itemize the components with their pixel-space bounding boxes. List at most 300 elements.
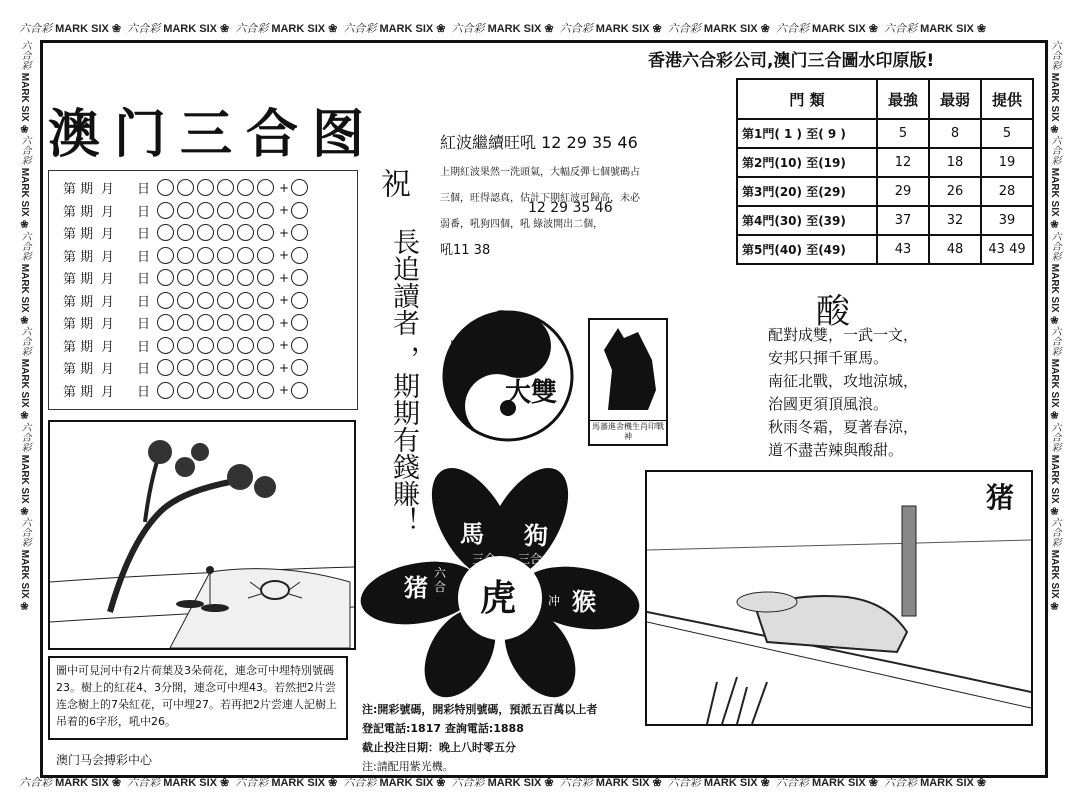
- number-circle: [257, 224, 274, 241]
- month-label: 月: [101, 204, 115, 220]
- plus-sign: +: [279, 383, 290, 397]
- flower-right: 猴: [572, 588, 596, 616]
- door-offer: 28: [981, 177, 1033, 206]
- tree-crab-illustration: [50, 422, 354, 648]
- number-circle: [157, 202, 174, 219]
- pig-landscape-illustration: [647, 472, 1031, 724]
- right-segment: [1046, 40, 1065, 135]
- number-circle: [257, 247, 274, 264]
- top-segment: [127, 18, 229, 40]
- number-circle: [217, 337, 234, 354]
- brand-cn: 六合彩: [127, 776, 161, 789]
- flower-label-left: 三合: [472, 552, 497, 566]
- flower-symbol-icon: ❀: [111, 23, 122, 35]
- red-wave-body-1: 上期紅波果然一洗頭氣，大幅反彈七個號碼占: [440, 167, 640, 178]
- red-wave-body-3: 弱番，吼狗四個，吼 綠波開出二個，: [440, 219, 604, 230]
- brand-cn: 六合彩: [1049, 40, 1060, 70]
- number-circle: [157, 314, 174, 331]
- door-range: 第1門( 1 ) 至( 9 ): [737, 119, 877, 148]
- door-range: 第2門(10) 至(19): [737, 148, 877, 177]
- wish-line1: 長追讀者: [388, 228, 419, 336]
- doors-row: [737, 119, 1033, 148]
- special-number-circle: [291, 292, 308, 309]
- brand-cn: 六合彩: [19, 421, 30, 452]
- flower-symbol-icon: ❀: [1049, 219, 1060, 231]
- page-title: 澳门三合图: [48, 105, 379, 165]
- flower-top-right: 狗: [524, 522, 548, 550]
- schedule-row: [63, 200, 311, 221]
- number-circle: [177, 202, 194, 219]
- poem-title: 酸: [816, 292, 850, 332]
- door-offer: 39: [981, 206, 1033, 235]
- day-label: 日: [137, 294, 151, 310]
- door-offer: 19: [981, 148, 1033, 177]
- brand-cn: 六合彩: [235, 776, 269, 789]
- horse-head-icon: [590, 320, 666, 416]
- brand-en: MARK SIX: [703, 777, 758, 789]
- month-label: 月: [101, 227, 115, 242]
- brand-en: MARK SIX: [55, 777, 109, 789]
- brand-en: MARK SIX: [1049, 359, 1060, 409]
- brand-en: MARK SIX: [487, 23, 542, 35]
- flower-symbol-icon: ❀: [1049, 315, 1060, 327]
- plus-sign: +: [279, 225, 290, 240]
- plus-sign: +: [279, 360, 290, 375]
- schedule-row: [63, 312, 311, 333]
- day-label: 日: [137, 272, 151, 287]
- brand-en: MARK SIX: [1049, 263, 1060, 313]
- period-label: 第 期: [63, 362, 94, 377]
- border-right: [1046, 40, 1068, 779]
- brand-cn: 六合彩: [19, 230, 30, 261]
- brand-cn: 六合彩: [451, 22, 485, 35]
- top-segment: [668, 18, 770, 40]
- number-circle: [257, 179, 274, 196]
- special-number-circle: [291, 224, 308, 241]
- brand-cn: 六合彩: [667, 776, 701, 789]
- number-circle: [237, 337, 254, 354]
- door-strong: 37: [877, 206, 929, 235]
- month-label: 月: [101, 384, 115, 400]
- border-left: [16, 40, 38, 779]
- door-weak: 48: [929, 235, 981, 264]
- plus-sign: +: [279, 180, 290, 195]
- border-top: [16, 18, 1064, 40]
- number-circle: [197, 224, 214, 241]
- day-label: 日: [137, 317, 151, 332]
- door-strong: 5: [877, 119, 929, 148]
- month-label: 月: [101, 182, 115, 197]
- flower-symbol-icon: ❀: [19, 601, 30, 613]
- horse-caption: 馬蕃進舍機生肖印戰神: [592, 422, 664, 441]
- schedule-row: [63, 222, 311, 243]
- header-offer: 提供: [981, 79, 1033, 119]
- number-circle: [177, 292, 194, 309]
- note-line3: 截止投注日期：晚上八时零五分: [362, 741, 516, 754]
- number-circle: [237, 292, 254, 309]
- number-circle: [177, 179, 194, 196]
- period-label: 第 期: [63, 249, 94, 265]
- brand-cn: 六合彩: [451, 776, 485, 789]
- door-range: 第4門(30) 至(39): [737, 206, 877, 235]
- schedule-row: [63, 335, 311, 356]
- number-circle: [177, 382, 194, 399]
- special-number-circle: [291, 359, 308, 376]
- schedule-row: [63, 245, 311, 266]
- note-line4: 注:請配用紫光機。: [362, 760, 454, 773]
- brand-cn: 六合彩: [343, 22, 377, 35]
- top-segment: [235, 18, 337, 40]
- flower-symbol-icon: ❀: [19, 506, 30, 518]
- flower-center: 虎: [480, 578, 517, 619]
- special-number-circle: [291, 314, 308, 331]
- number-circle: [237, 269, 254, 286]
- number-circle: [197, 359, 214, 376]
- month-label: 月: [101, 362, 115, 377]
- brand-cn: 六合彩: [667, 22, 701, 35]
- brand-en: MARK SIX: [595, 23, 650, 35]
- day-label: 日: [137, 339, 151, 355]
- doors-row: [737, 148, 1033, 177]
- number-circle: [237, 382, 254, 399]
- brand-cn: 六合彩: [19, 517, 30, 548]
- flower-symbol-icon: ❀: [1049, 410, 1060, 422]
- brand-cn: 六合彩: [19, 326, 30, 357]
- wish-char: 祝: [375, 168, 410, 198]
- brand-cn: 六合彩: [19, 776, 52, 789]
- number-circle: [237, 314, 254, 331]
- number-circle: [177, 314, 194, 331]
- plus-sign: +: [279, 338, 290, 352]
- number-circle: [197, 269, 214, 286]
- flower-symbol-icon: ❀: [328, 23, 338, 35]
- schedule-row: [63, 177, 311, 198]
- number-circle: [217, 269, 234, 286]
- brand-cn: 六合彩: [1049, 135, 1060, 166]
- brand-en: MARK SIX: [271, 777, 326, 789]
- brand-cn: 六合彩: [775, 22, 809, 35]
- notes: [362, 700, 597, 776]
- brand-cn: 六合彩: [19, 22, 52, 35]
- flower-symbol-icon: ❀: [1049, 601, 1060, 613]
- poem-line: 配對成雙，一武一文，: [768, 326, 919, 344]
- pig-label: 猪: [986, 481, 1015, 514]
- door-strong: 12: [877, 148, 929, 177]
- flower-top-left: 馬: [460, 520, 484, 548]
- number-circle: [157, 337, 174, 354]
- flower-symbol-icon: ❀: [220, 23, 230, 35]
- period-label: 第 期: [63, 227, 94, 242]
- left-segment: [16, 422, 35, 517]
- brand-en: MARK SIX: [379, 23, 434, 35]
- brand-cn: 六合彩: [1049, 326, 1060, 357]
- day-label: 日: [137, 362, 151, 377]
- wish-line2: ，期期有錢賺！: [388, 345, 419, 534]
- right-segment: [1046, 231, 1065, 326]
- brand-en: MARK SIX: [595, 777, 650, 789]
- number-circle: [217, 314, 234, 331]
- flower-symbol-icon: ❀: [544, 777, 554, 789]
- doors-row: [737, 177, 1033, 206]
- left-segment: [16, 517, 35, 612]
- number-circle: [197, 382, 214, 399]
- flower-symbol-icon: ❀: [19, 124, 30, 136]
- number-circle: [197, 314, 214, 331]
- brand-en: MARK SIX: [19, 550, 30, 600]
- number-circle: [237, 247, 254, 264]
- poem-line: 安邦只揮千軍馬。: [768, 349, 889, 367]
- number-circle: [217, 382, 234, 399]
- flower-symbol-icon: ❀: [652, 23, 662, 35]
- brand-en: MARK SIX: [811, 23, 866, 35]
- plus-sign: +: [279, 270, 290, 285]
- header-strong: 最強: [877, 79, 929, 119]
- month-label: 月: [101, 339, 115, 355]
- number-circle: [237, 202, 254, 219]
- pig-scene: [645, 470, 1033, 726]
- right-segment: [1046, 422, 1065, 517]
- top-segment: [776, 18, 878, 40]
- plus-sign: +: [279, 248, 290, 262]
- doors-table: [736, 78, 1034, 265]
- flower-symbol-icon: ❀: [652, 777, 662, 789]
- number-circle: [257, 292, 274, 309]
- flower-symbol-icon: ❀: [1049, 506, 1060, 518]
- brand-en: MARK SIX: [811, 777, 866, 789]
- flower-symbol-icon: ❀: [760, 777, 770, 789]
- number-circle: [217, 359, 234, 376]
- brand-cn: 六合彩: [1049, 517, 1060, 548]
- period-label: 第 期: [63, 272, 94, 287]
- number-circle: [157, 269, 174, 286]
- special-number-circle: [291, 202, 308, 219]
- period-label: 第 期: [63, 317, 94, 332]
- month-label: 月: [101, 294, 115, 310]
- door-weak: 26: [929, 177, 981, 206]
- note-line2: 登記電話:1817 查詢電話:1888: [362, 722, 524, 735]
- left-segment: [16, 135, 35, 230]
- flower-left-sub: 六合: [434, 566, 447, 594]
- flower-symbol-icon: ❀: [868, 777, 878, 789]
- flower-symbol-icon: ❀: [976, 777, 987, 789]
- number-circle: [197, 202, 214, 219]
- number-circle: [177, 247, 194, 264]
- special-number-circle: [291, 269, 308, 286]
- brand-cn: 六合彩: [1049, 230, 1060, 261]
- right-segment: [1046, 517, 1065, 612]
- flower-symbol-icon: ❀: [436, 23, 446, 35]
- flower-symbol-icon: ❀: [19, 410, 30, 422]
- poem-line: 秋雨冬霜，夏著春涼，: [768, 418, 919, 436]
- door-range: 第5門(40) 至(49): [737, 235, 877, 264]
- number-circle: [157, 382, 174, 399]
- brand-en: MARK SIX: [703, 23, 758, 35]
- brand-cn: 六合彩: [559, 776, 593, 789]
- door-weak: 8: [929, 119, 981, 148]
- brand-cn: 六合彩: [884, 776, 917, 789]
- number-circle: [217, 247, 234, 264]
- poem: [768, 324, 918, 462]
- red-wave-body-4: 吼11 38: [440, 243, 491, 258]
- top-segment: [343, 18, 445, 40]
- door-strong: 43: [877, 235, 929, 264]
- special-number-circle: [291, 247, 308, 264]
- red-wave-numbers: 12 29 35 46: [528, 200, 613, 216]
- flower-symbol-icon: ❀: [19, 219, 30, 231]
- brand-en: MARK SIX: [920, 777, 974, 789]
- number-circle: [257, 382, 274, 399]
- number-circle: [257, 202, 274, 219]
- number-circle: [197, 337, 214, 354]
- footer-left: 澳门马会搏彩中心: [56, 753, 153, 767]
- poem-line: 南征北戰，攻地涼城，: [768, 372, 919, 390]
- door-range: 第3門(20) 至(29): [737, 177, 877, 206]
- top-note: 香港六合彩公司,澳门三合圖水印原版!: [648, 51, 935, 71]
- flower-symbol-icon: ❀: [760, 23, 770, 35]
- number-circle: [217, 292, 234, 309]
- door-weak: 32: [929, 206, 981, 235]
- schedule-row: [63, 380, 311, 401]
- number-circle: [217, 179, 234, 196]
- day-label: 日: [137, 384, 151, 400]
- brand-cn: 六合彩: [559, 22, 593, 35]
- day-label: 日: [137, 249, 151, 265]
- note-line1: 注:開彩號碼，開彩特別號碼，預派五百萬以上者: [362, 703, 598, 716]
- poem-line: 治國更須頂風浪。: [768, 395, 889, 413]
- flower-symbol-icon: ❀: [111, 777, 122, 789]
- flower-symbol-icon: ❀: [220, 777, 230, 789]
- doors-row: [737, 235, 1033, 264]
- brand-en: MARK SIX: [1049, 454, 1060, 504]
- flower-symbol-icon: ❀: [544, 23, 554, 35]
- special-number-circle: [291, 337, 308, 354]
- day-label: 日: [137, 182, 151, 197]
- schedule-row: [63, 357, 311, 378]
- number-circle: [157, 359, 174, 376]
- yinyang-num-bottom: 4: [497, 344, 513, 369]
- special-number-circle: [291, 382, 308, 399]
- brand-en: MARK SIX: [19, 454, 30, 504]
- number-circle: [237, 359, 254, 376]
- number-circle: [217, 224, 234, 241]
- number-circle: [177, 337, 194, 354]
- brand-en: MARK SIX: [1049, 168, 1060, 218]
- brand-en: MARK SIX: [379, 777, 434, 789]
- red-wave-body-2: 三個，旺得認真，估計下期紅波可歸高，未必: [440, 193, 640, 204]
- month-label: 月: [101, 272, 115, 287]
- number-circle: [197, 292, 214, 309]
- brand-cn: 六合彩: [1049, 421, 1060, 452]
- flower-symbol-icon: ❀: [868, 23, 878, 35]
- number-circle: [157, 224, 174, 241]
- brand-en: MARK SIX: [920, 23, 974, 35]
- red-wave-headline: 紅波繼續旺吼 12 29 35 46: [440, 133, 638, 152]
- flower-symbol-icon: ❀: [328, 777, 338, 789]
- number-circle: [257, 359, 274, 376]
- brand-en: MARK SIX: [19, 359, 30, 409]
- yinyang-num-top: 3: [495, 308, 511, 333]
- yinyang-left: 馬: [446, 338, 476, 373]
- number-circle: [217, 202, 234, 219]
- month-label: 月: [101, 317, 115, 332]
- yinyang-right: 大雙: [505, 378, 558, 408]
- door-offer: 43 49: [981, 235, 1033, 264]
- top-segment: [884, 18, 986, 40]
- brand-en: MARK SIX: [1049, 72, 1060, 122]
- period-schedule: [48, 170, 358, 410]
- flower-symbol-icon: ❀: [19, 315, 30, 327]
- poem-line: 道不盡苦辣與酸甜。: [768, 441, 904, 459]
- flower-label-right: 三合: [518, 552, 543, 566]
- number-circle: [237, 179, 254, 196]
- number-circle: [257, 269, 274, 286]
- number-circle: [177, 269, 194, 286]
- brand-en: MARK SIX: [163, 23, 217, 35]
- period-label: 第 期: [63, 204, 94, 220]
- number-circle: [157, 247, 174, 264]
- header-door: 門 類: [737, 79, 877, 119]
- special-number-circle: [291, 179, 308, 196]
- brand-en: MARK SIX: [1049, 550, 1060, 600]
- doors-row: [737, 206, 1033, 235]
- horse-box: [588, 318, 668, 446]
- right-segment: [1046, 135, 1065, 230]
- brand-en: MARK SIX: [271, 23, 326, 35]
- period-label: 第 期: [63, 384, 94, 400]
- brand-en: MARK SIX: [55, 23, 109, 35]
- top-segment: [452, 18, 554, 40]
- number-circle: [177, 224, 194, 241]
- month-label: 月: [101, 249, 115, 265]
- plus-sign: +: [279, 203, 290, 217]
- number-circle: [157, 292, 174, 309]
- number-circle: [197, 247, 214, 264]
- brand-en: MARK SIX: [19, 263, 30, 313]
- brand-cn: 六合彩: [235, 22, 269, 35]
- left-segment: [16, 40, 35, 135]
- period-label: 第 期: [63, 182, 94, 197]
- brand-cn: 六合彩: [343, 776, 377, 789]
- number-circle: [257, 314, 274, 331]
- brand-en: MARK SIX: [487, 777, 542, 789]
- brand-cn: 六合彩: [19, 40, 30, 70]
- brand-cn: 六合彩: [775, 776, 809, 789]
- header-weak: 最弱: [929, 79, 981, 119]
- door-weak: 18: [929, 148, 981, 177]
- brand-en: MARK SIX: [19, 72, 30, 122]
- left-segment: [16, 326, 35, 421]
- period-label: 第 期: [63, 294, 94, 310]
- flower-symbol-icon: ❀: [436, 777, 446, 789]
- number-circle: [177, 359, 194, 376]
- right-segment: [1046, 326, 1065, 421]
- plus-sign: +: [279, 315, 290, 330]
- flower-symbol-icon: ❀: [1049, 124, 1060, 136]
- brand-en: MARK SIX: [19, 168, 30, 218]
- brand-en: MARK SIX: [163, 777, 217, 789]
- period-label: 第 期: [63, 339, 94, 355]
- number-circle: [157, 179, 174, 196]
- flower-symbol-icon: ❀: [976, 23, 987, 35]
- flower-left: 猪: [404, 574, 428, 602]
- schedule-row: [63, 290, 311, 311]
- number-circle: [197, 179, 214, 196]
- day-label: 日: [137, 204, 151, 220]
- hint-box: 圖中可見河中有2片荷葉及3朵荷花，連念可中埋特別號碼23。樹上的紅花4、3分開，連念可中埋43。若然把2片尝连念樹上的7朵紅花，可中埋27。若再把2片尝連人記樹上吊着的6字形，吼中26。: [48, 656, 348, 740]
- brand-cn: 六合彩: [19, 135, 30, 166]
- number-circle: [237, 224, 254, 241]
- door-strong: 29: [877, 177, 929, 206]
